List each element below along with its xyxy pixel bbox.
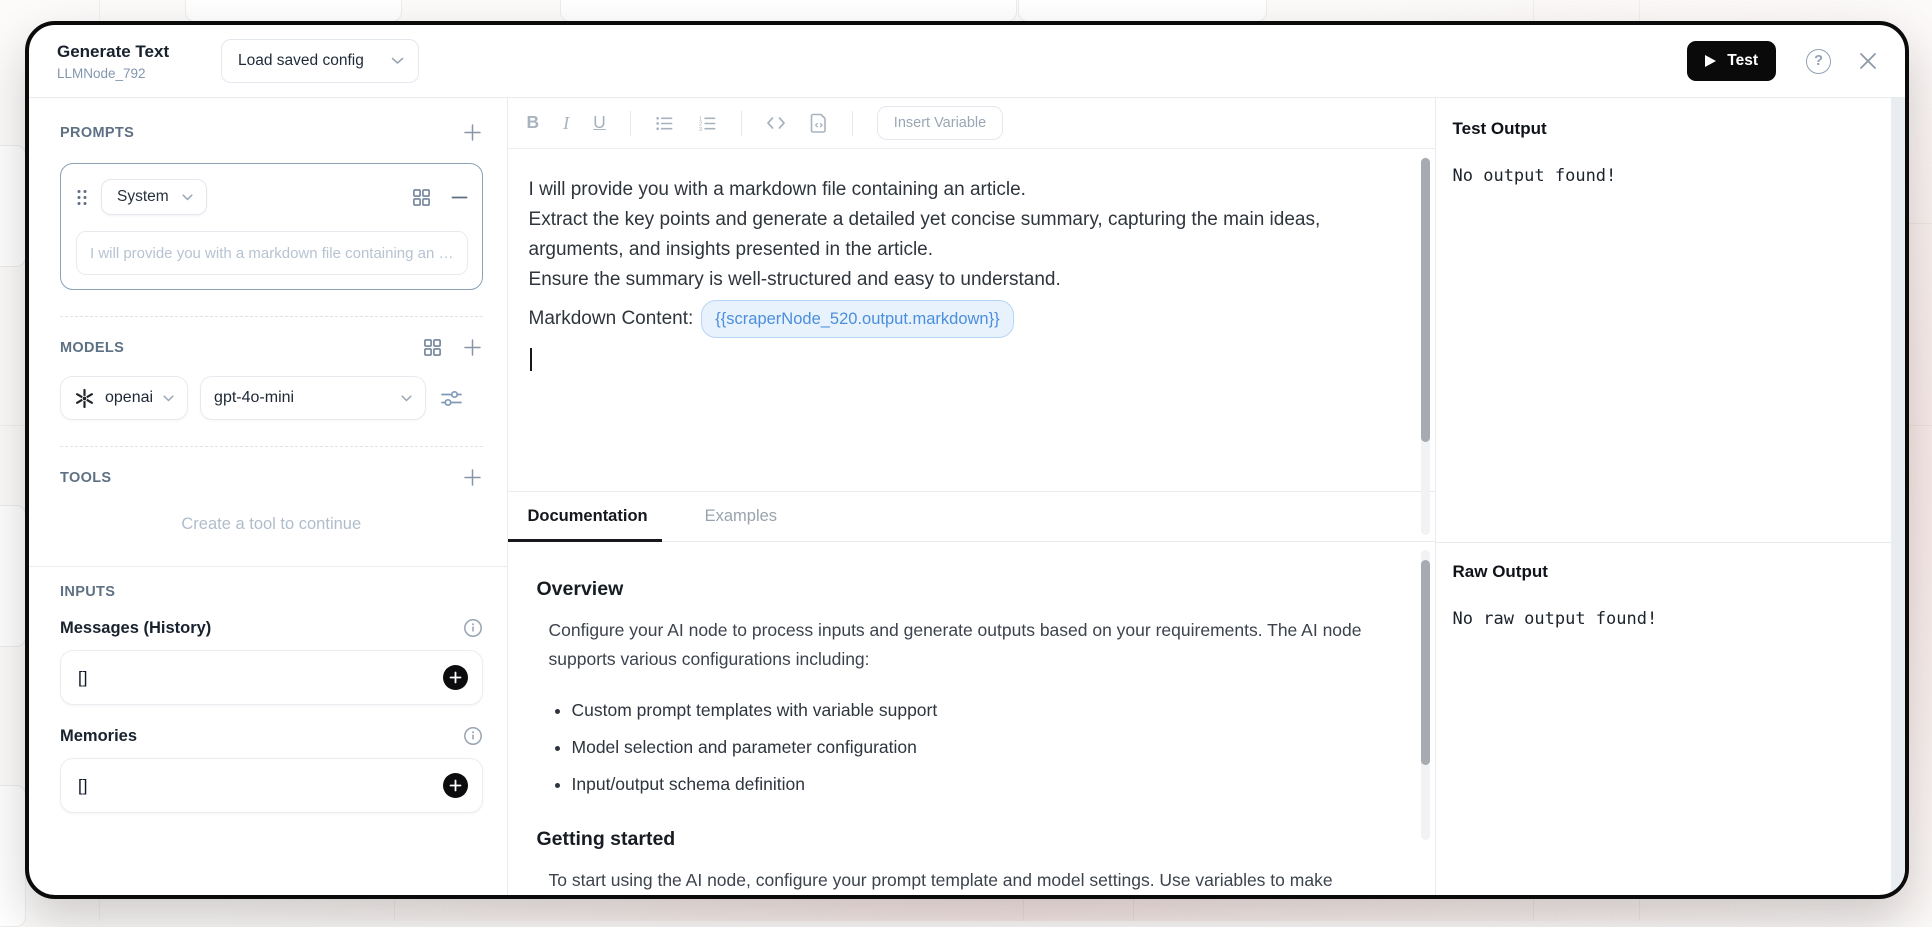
prompt-role-label: System xyxy=(117,188,169,205)
insert-variable-button[interactable]: Insert Variable xyxy=(877,106,1003,140)
inputs-section xyxy=(29,567,507,813)
feature-list xyxy=(549,698,1373,796)
editor-toolbar xyxy=(508,98,1435,149)
memories-label: Memories xyxy=(60,726,138,745)
variable-chip[interactable]: {{scraperNode_520.output.markdown}} xyxy=(701,300,1013,338)
underline-icon[interactable]: U xyxy=(593,112,606,133)
svg-text:2: 2 xyxy=(698,120,702,127)
overview-heading: Overview xyxy=(536,578,624,600)
inputs-section-label: INPUTS xyxy=(60,584,116,600)
section-divider xyxy=(60,446,483,447)
prompt-card xyxy=(60,163,483,290)
prompt-role-select[interactable] xyxy=(101,179,207,215)
info-icon[interactable] xyxy=(463,618,483,638)
chevron-down-icon xyxy=(401,395,412,402)
info-icon[interactable] xyxy=(463,726,483,746)
canvas-node xyxy=(1018,0,1267,22)
list-item: • Model selection and parameter configuration xyxy=(572,735,1373,759)
memories-field[interactable] xyxy=(60,758,483,813)
list-item: • Custom prompt templates with variable support xyxy=(572,698,1373,722)
section-divider xyxy=(60,316,483,317)
tools-section xyxy=(29,467,507,534)
add-prompt-button[interactable] xyxy=(462,122,483,143)
config-sidebar xyxy=(29,98,508,895)
add-memory-button[interactable] xyxy=(443,773,468,798)
italic-icon[interactable]: I xyxy=(563,113,570,133)
markdown-content-label: Markdown Content: xyxy=(528,308,694,329)
canvas-node xyxy=(0,785,26,927)
toolbar-separator xyxy=(741,111,742,136)
text-cursor xyxy=(530,348,532,371)
docs-tabs xyxy=(508,492,1435,542)
test-output-heading: Test Output xyxy=(1452,119,1547,138)
overview-text: Configure your AI node to process inputs and generate outputs based on your requirements. The AI node supports various configurations including: xyxy=(548,620,1362,669)
raw-output-message: No raw output found! xyxy=(1452,609,1658,629)
node-title-block xyxy=(57,42,221,81)
prompt-text-input[interactable]: I will provide you with a markdown file containing an … xyxy=(76,231,468,275)
llm-node-config-modal xyxy=(25,21,1909,899)
canvas-node xyxy=(0,505,26,647)
messages-history-value: [] xyxy=(78,667,88,687)
raw-output-heading: Raw Output xyxy=(1452,562,1548,581)
provider-label: openai xyxy=(105,389,154,406)
node-id: LLMNode_792 xyxy=(57,65,146,81)
test-output-message: No output found! xyxy=(1452,166,1617,186)
svg-text:3: 3 xyxy=(698,126,702,133)
prompts-section xyxy=(29,122,507,290)
drag-handle-icon[interactable] xyxy=(76,188,88,207)
remove-prompt-icon[interactable] xyxy=(451,189,468,206)
prompt-editor-column xyxy=(508,98,1436,895)
toolbar-separator xyxy=(630,111,631,136)
modal-body xyxy=(29,98,1905,895)
add-tool-button[interactable] xyxy=(462,467,483,488)
svg-text:1: 1 xyxy=(698,115,702,122)
model-label: gpt-4o-mini xyxy=(214,389,295,406)
editor-scrollbar-thumb[interactable] xyxy=(1421,158,1430,442)
getting-started-text: To start using the AI node, configure your prompt template and model settings. Use variables to make xyxy=(548,870,1333,890)
numbered-list-icon[interactable] xyxy=(698,114,717,133)
canvas-node xyxy=(560,0,1017,22)
test-output-section xyxy=(1436,98,1905,543)
raw-output-section xyxy=(1436,543,1905,895)
add-message-button[interactable] xyxy=(443,665,468,690)
models-section xyxy=(29,337,507,420)
load-saved-config-select[interactable] xyxy=(221,39,419,83)
test-button-label: Test xyxy=(1727,52,1758,69)
messages-history-label: Messages (History) xyxy=(60,618,212,637)
close-icon[interactable] xyxy=(1858,51,1878,71)
openai-logo-icon xyxy=(74,388,95,409)
model-select[interactable] xyxy=(200,376,426,420)
canvas-node xyxy=(0,145,26,267)
modal-header xyxy=(29,25,1905,98)
chevron-down-icon xyxy=(182,194,193,201)
list-item: • Input/output schema definition xyxy=(572,772,1373,796)
editor-paragraph: I will provide you with a markdown file containing an article. xyxy=(528,179,1026,200)
editor-paragraph xyxy=(529,300,1391,338)
model-settings-sliders-icon[interactable] xyxy=(440,388,463,409)
models-section-label: MODELS xyxy=(60,339,125,356)
modal-scrollbar-track[interactable] xyxy=(1891,98,1905,895)
tools-section-label: TOOLS xyxy=(60,469,112,486)
toolbar-separator xyxy=(852,111,853,136)
node-title: Generate Text xyxy=(57,41,170,61)
expand-grid-icon[interactable] xyxy=(412,188,431,207)
bold-icon[interactable]: B xyxy=(526,112,540,133)
prompts-section-label: PROMPTS xyxy=(60,124,135,141)
docs-panel xyxy=(508,491,1435,895)
canvas-node xyxy=(185,0,402,22)
code-icon[interactable] xyxy=(766,114,786,132)
bullet-list-icon[interactable] xyxy=(655,114,674,133)
docs-content xyxy=(508,542,1435,895)
help-icon[interactable]: ? xyxy=(1806,49,1831,74)
add-model-button[interactable] xyxy=(462,337,483,358)
memories-value: [] xyxy=(78,775,88,795)
test-button[interactable] xyxy=(1687,41,1776,81)
tab-documentation[interactable]: Documentation xyxy=(528,507,648,541)
chevron-down-icon xyxy=(163,395,174,402)
prompt-editor[interactable] xyxy=(508,149,1435,491)
code-file-icon[interactable] xyxy=(810,113,828,133)
editor-paragraph: Ensure the summary is well-structured and easy to understand. xyxy=(528,269,1061,290)
models-grid-icon[interactable] xyxy=(423,338,442,357)
editor-paragraph: Extract the key points and generate a detailed yet concise summary, capturing the main ideas, arguments, and insights presented in the article. xyxy=(528,209,1321,260)
load-saved-config-label: Load saved config xyxy=(238,52,364,69)
tools-empty-message: Create a tool to continue xyxy=(181,515,362,533)
tab-examples[interactable]: Examples xyxy=(704,507,778,525)
docs-scrollbar-thumb[interactable] xyxy=(1421,560,1430,765)
output-panel xyxy=(1436,98,1905,895)
provider-select[interactable] xyxy=(60,376,188,420)
play-icon xyxy=(1705,55,1716,67)
getting-started-heading: Getting started xyxy=(536,828,676,850)
chevron-down-icon xyxy=(391,57,404,65)
messages-history-field[interactable] xyxy=(60,650,483,705)
